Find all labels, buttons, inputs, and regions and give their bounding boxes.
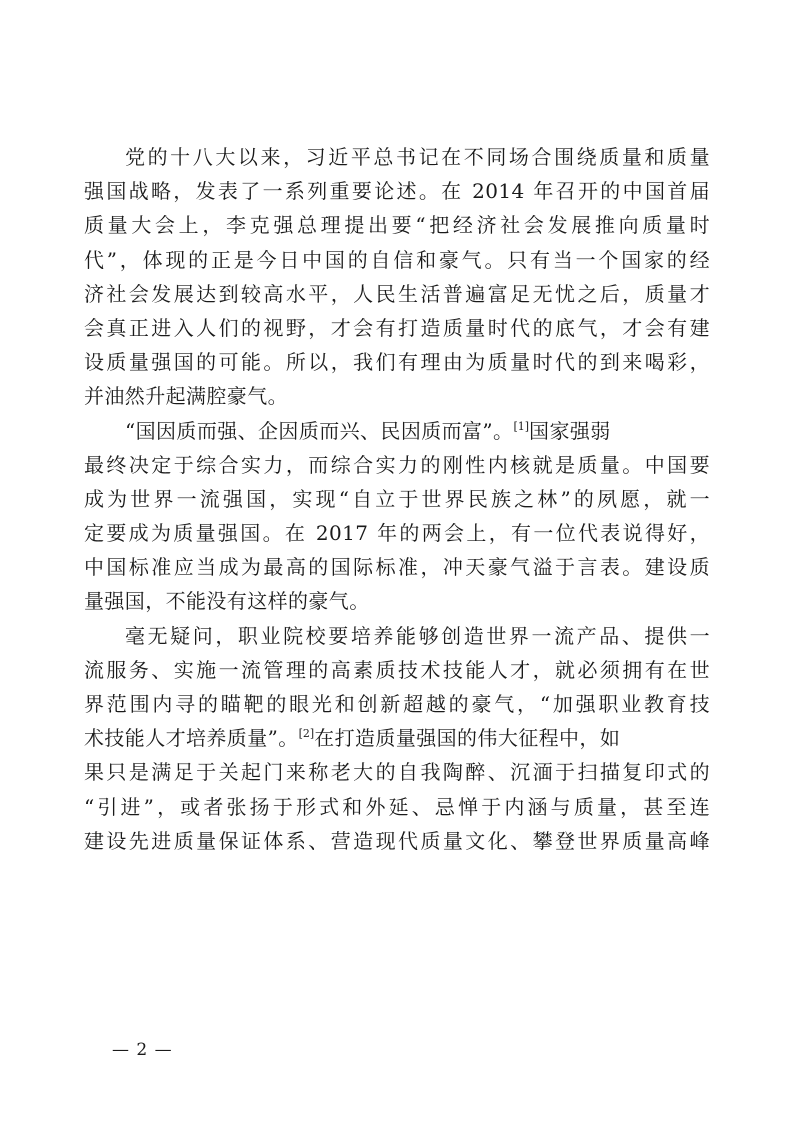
text-line: 定要成为质量强国。在 2017 年的两会上，有一位代表说得好，	[84, 521, 710, 546]
text-segment: “国因质而强、企因质而兴、民因质而富”。	[125, 418, 514, 443]
text-line: 果只是满足于关起门来称老大的自我陶醉、沉湎于扫描复印式的	[84, 760, 710, 785]
text-line: “引进”，或者张扬于形式和外延、忌惮于内涵与质量，甚至连	[84, 794, 710, 819]
text-segment: 在打造质量强国的伟大征程中，如	[314, 726, 621, 751]
text-line: 强国战略，发表了一系列重要论述。在 2014 年召开的中国首届	[84, 179, 710, 204]
text-line: 代”，体现的正是今日中国的自信和豪气。只有当一个国家的经	[84, 247, 710, 272]
text-line: 济社会发展达到较高水平，人民生活普遍富足无忧之后，质量才	[84, 281, 710, 306]
page-number: — 2 —	[112, 1040, 173, 1060]
text-line: 中国标准应当成为最高的国际标准，冲天豪气溢于言表。建设质	[84, 555, 710, 580]
text-line: 党的十八大以来，习近平总书记在不同场合围绕质量和质量	[125, 145, 710, 169]
text-line: 最终决定于综合实力，而综合实力的刚性内核就是质量。中国要	[84, 452, 710, 477]
text-line: 设质量强国的可能。所以，我们有理由为质量时代的到来喝彩，	[84, 350, 710, 375]
paragraph-1	[84, 140, 710, 414]
text-line	[84, 721, 710, 755]
text-line: 并油然升起满腔豪气。	[84, 384, 288, 409]
text-segment: 国家强弱	[529, 418, 611, 443]
text-line: 界范围内寻的瞄靶的眼光和创新超越的豪气，“加强职业教育技	[84, 692, 710, 716]
text-line	[84, 414, 710, 448]
text-line: 会真正进入人们的视野，才会有打造质量时代的底气，才会有建	[84, 315, 710, 340]
paragraph-2	[84, 414, 710, 619]
text-line: 流服务、实施一流管理的高素质技术技能人才，就必须拥有在世	[84, 657, 710, 682]
text-line: 建设先进质量保证体系、营造现代质量文化、攀登世界质量高峰	[84, 828, 710, 853]
paragraph-3	[84, 619, 710, 858]
body-text	[84, 140, 710, 858]
text-line: 量强国，不能没有这样的豪气。	[84, 589, 370, 614]
text-line: 质量大会上，李克强总理提出要“把经济社会发展推向质量时	[84, 213, 710, 238]
text-segment: 术技能人才培养质量”。	[84, 726, 299, 751]
citation-marker: [2]	[298, 727, 315, 741]
text-line: 毫无疑问，职业院校要培养能够创造世界一流产品、提供一	[125, 623, 710, 648]
text-line: 成为世界一流强国，实现“自立于世界民族之林”的夙愿，就一	[84, 486, 710, 511]
citation-marker: [1]	[513, 419, 530, 433]
